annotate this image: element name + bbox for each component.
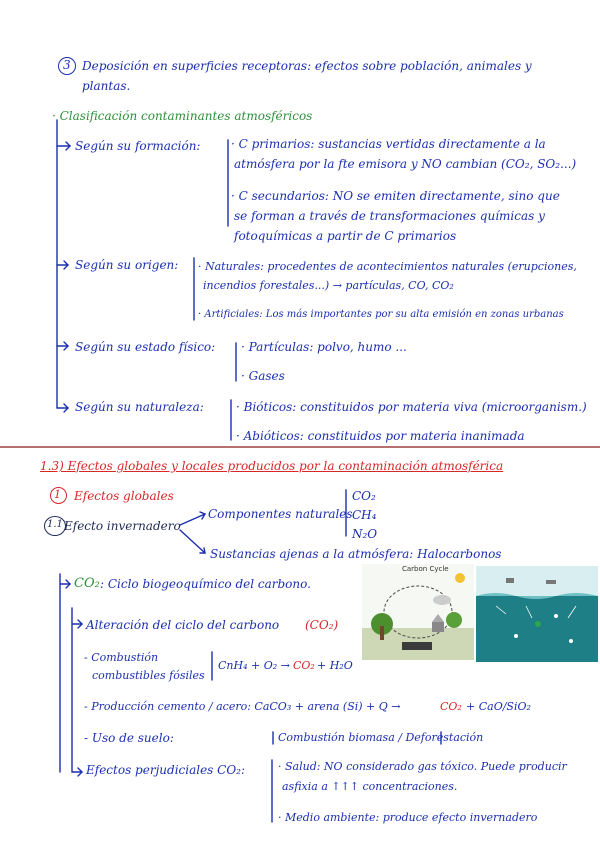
carbon-cycle-figure <box>362 564 474 660</box>
artificiales-line: · Artificiales: Los más importantes por su alta emisión en zonas urbanas <box>198 309 564 320</box>
sub1-number: 1 <box>54 488 61 501</box>
primarios-line2: atmósfera por la fte emisora y NO cambian (CO₂, SO₂...) <box>234 157 577 171</box>
naturales-line1: · Naturales: procedentes de acontecimientos naturales (erupciones, <box>198 260 577 273</box>
origen-label: Según su origen: <box>75 258 179 272</box>
produccion-products: + CaO/SiO₂ <box>466 700 531 713</box>
abioticos-item: · Abióticos: constituidos por materia inanimada <box>236 429 525 443</box>
produccion-co2: CO₂ <box>440 700 462 713</box>
sub1-title: Efectos globales <box>74 489 174 503</box>
formacion-label: Según su formación: <box>75 139 201 153</box>
primarios-line1: · C primarios: sustancias vertidas directamente a la <box>231 137 546 151</box>
gas-ch4: CH₄ <box>352 508 377 522</box>
alteracion-paren: (CO₂) <box>305 618 339 632</box>
salud-line2: asfixia a ↑↑↑ concentraciones. <box>282 780 458 793</box>
produccion-line: - Producción cemento / acero: CaCO₃ + arena (Si) + Q → <box>84 700 401 713</box>
secundarios-line2: se forman a través de transformaciones químicas y <box>234 209 545 223</box>
gas-n2o: N₂O <box>352 527 378 541</box>
equation1-right: + H₂O <box>317 659 353 672</box>
section-title-line1: Deposición en superficies receptoras: efectos sobre población, animales y <box>82 59 532 73</box>
particulas-item: · Partículas: polvo, humo ... <box>241 340 407 354</box>
secundarios-line1: · C secundarios: NO se emiten directamente, sino que <box>231 189 560 203</box>
uso-label: - Uso de suelo: <box>84 731 174 745</box>
perjudiciales-label: Efectos perjudiciales CO₂: <box>86 763 246 777</box>
co2-title: : Ciclo biogeoquímico del carbono. <box>100 577 311 591</box>
uso-value: Combustión biomasa / Deforestación <box>278 731 484 744</box>
effect-number: 1.1 <box>47 519 63 530</box>
alteracion-label: Alteración del ciclo del carbono <box>86 618 280 632</box>
section-number: 3 <box>63 58 71 72</box>
naturales-line2: incendios forestales...) → partículas, CO, CO₂ <box>203 279 454 292</box>
combustion-line2: combustibles fósiles <box>92 669 205 682</box>
secundarios-line3: fotoquímicas a partir de C primarios <box>234 229 457 243</box>
co2-prefix: CO₂ <box>74 576 100 591</box>
bioticos-item: · Bióticos: constituidos por materia viva (microorganism.) <box>236 400 587 414</box>
gases-item: · Gases <box>241 369 285 383</box>
section-title-line2: plantas. <box>82 79 131 93</box>
branch-sustancias: Sustancias ajenas a la atmósfera: Halocarbonos <box>210 547 502 561</box>
section-13-title: 1.3) Efectos globales y locales producidos por la contaminación atmosférica <box>40 459 504 473</box>
classification-heading: · Clasificación contaminantes atmosféricos <box>52 109 313 123</box>
salud-line1: · Salud: NO considerado gas tóxico. Puede producir <box>278 760 567 773</box>
figure-title: Carbon Cycle <box>402 565 449 573</box>
branch-componentes: Componentes naturales <box>208 507 353 521</box>
medio-ambiente-line: · Medio ambiente: produce efecto invernadero <box>278 811 538 824</box>
combustion-line1: - Combustión <box>84 651 159 664</box>
estado-label: Según su estado físico: <box>75 340 216 354</box>
equation1-co2: CO₂ <box>293 659 315 672</box>
equation1-left: CnH₄ + O₂ → <box>218 659 290 672</box>
gas-co2: CO₂ <box>352 489 376 503</box>
naturaleza-label: Según su naturaleza: <box>75 400 204 414</box>
ocean-carbon-figure <box>476 566 598 662</box>
effect-title: Efecto invernadero <box>64 519 181 533</box>
